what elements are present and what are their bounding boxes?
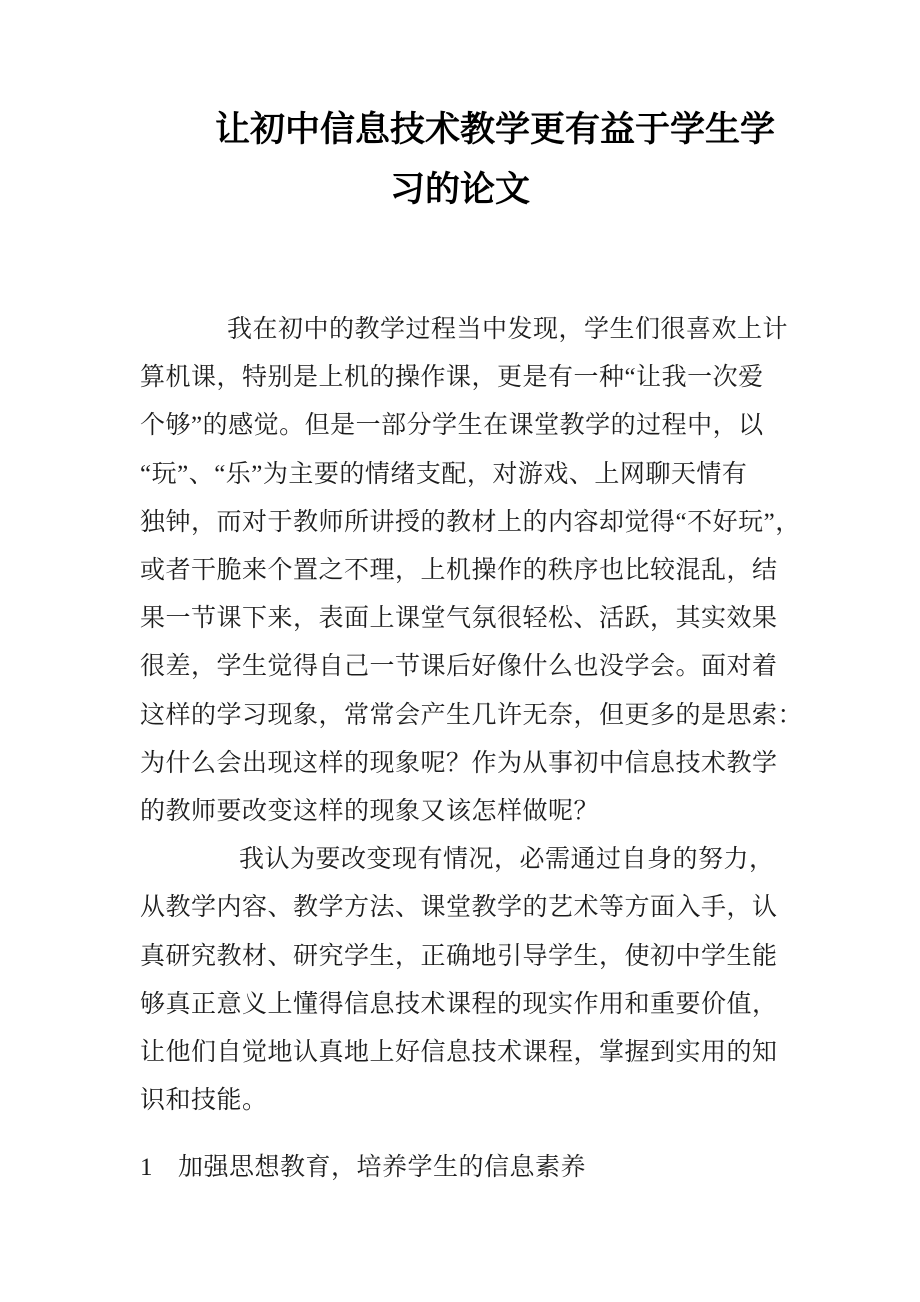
body-line: 从教学内容、教学方法、课堂教学的艺术等方面入手，认 [140, 894, 778, 922]
body-line: 果一节课下来，表面上课堂气氛很轻松、活跃，其实效果 [140, 605, 778, 633]
body-line: 的教师要改变这样的现象又该怎样做呢？ [140, 798, 600, 826]
body-line: 或者干脆来个置之不理，上机操作的秩序也比较混乱，结 [140, 557, 778, 585]
section-heading-text: 加强思想教育，培养学生的信息素养 [178, 1154, 587, 1182]
section-heading [140, 1144, 803, 1192]
document-body [140, 306, 803, 1193]
body-line: 我在初中的教学过程当中发现，学生们很喜欢上计 [227, 316, 789, 343]
title-line-1: 让初中信息技术教学更有益于学生学 [214, 110, 775, 149]
body-line: 算机课，特别是上机的操作课，更是有一种“让我一次爱 [140, 364, 764, 392]
title-line-2: 习的论文 [389, 170, 530, 209]
body-line: 识和技能。 [140, 1087, 268, 1115]
body-line: 这样的学习现象，常常会产生几许无奈，但更多的是思索： [140, 701, 804, 729]
body-line: 独钟，而对于教师所讲授的教材上的内容却觉得“不好玩”， [140, 508, 801, 536]
body-line: 让他们自觉地认真地上好信息技术课程，掌握到实用的知 [140, 1039, 778, 1067]
body-line: 够真正意义上懂得信息技术课程的现实作用和重要价值， [140, 990, 778, 1018]
body-line: 很差，学生觉得自己一节课后好像什么也没学会。面对着 [140, 653, 778, 681]
body-line: 我认为要改变现有情况，必需通过自身的努力， [239, 846, 775, 874]
body-line: 真研究教材、研究学生，正确地引导学生，使初中学生能 [140, 942, 778, 970]
section-number: 1 [140, 1154, 153, 1182]
body-line: 为什么会出现这样的现象呢？作为从事初中信息技术教学 [140, 749, 778, 777]
body-line: “玩”、“乐”为主要的情绪支配，对游戏、上网聊天情有 [140, 460, 748, 488]
document-title [140, 100, 780, 220]
body-line: 个够”的感觉。但是一部分学生在课堂教学的过程中，以 [140, 412, 764, 440]
